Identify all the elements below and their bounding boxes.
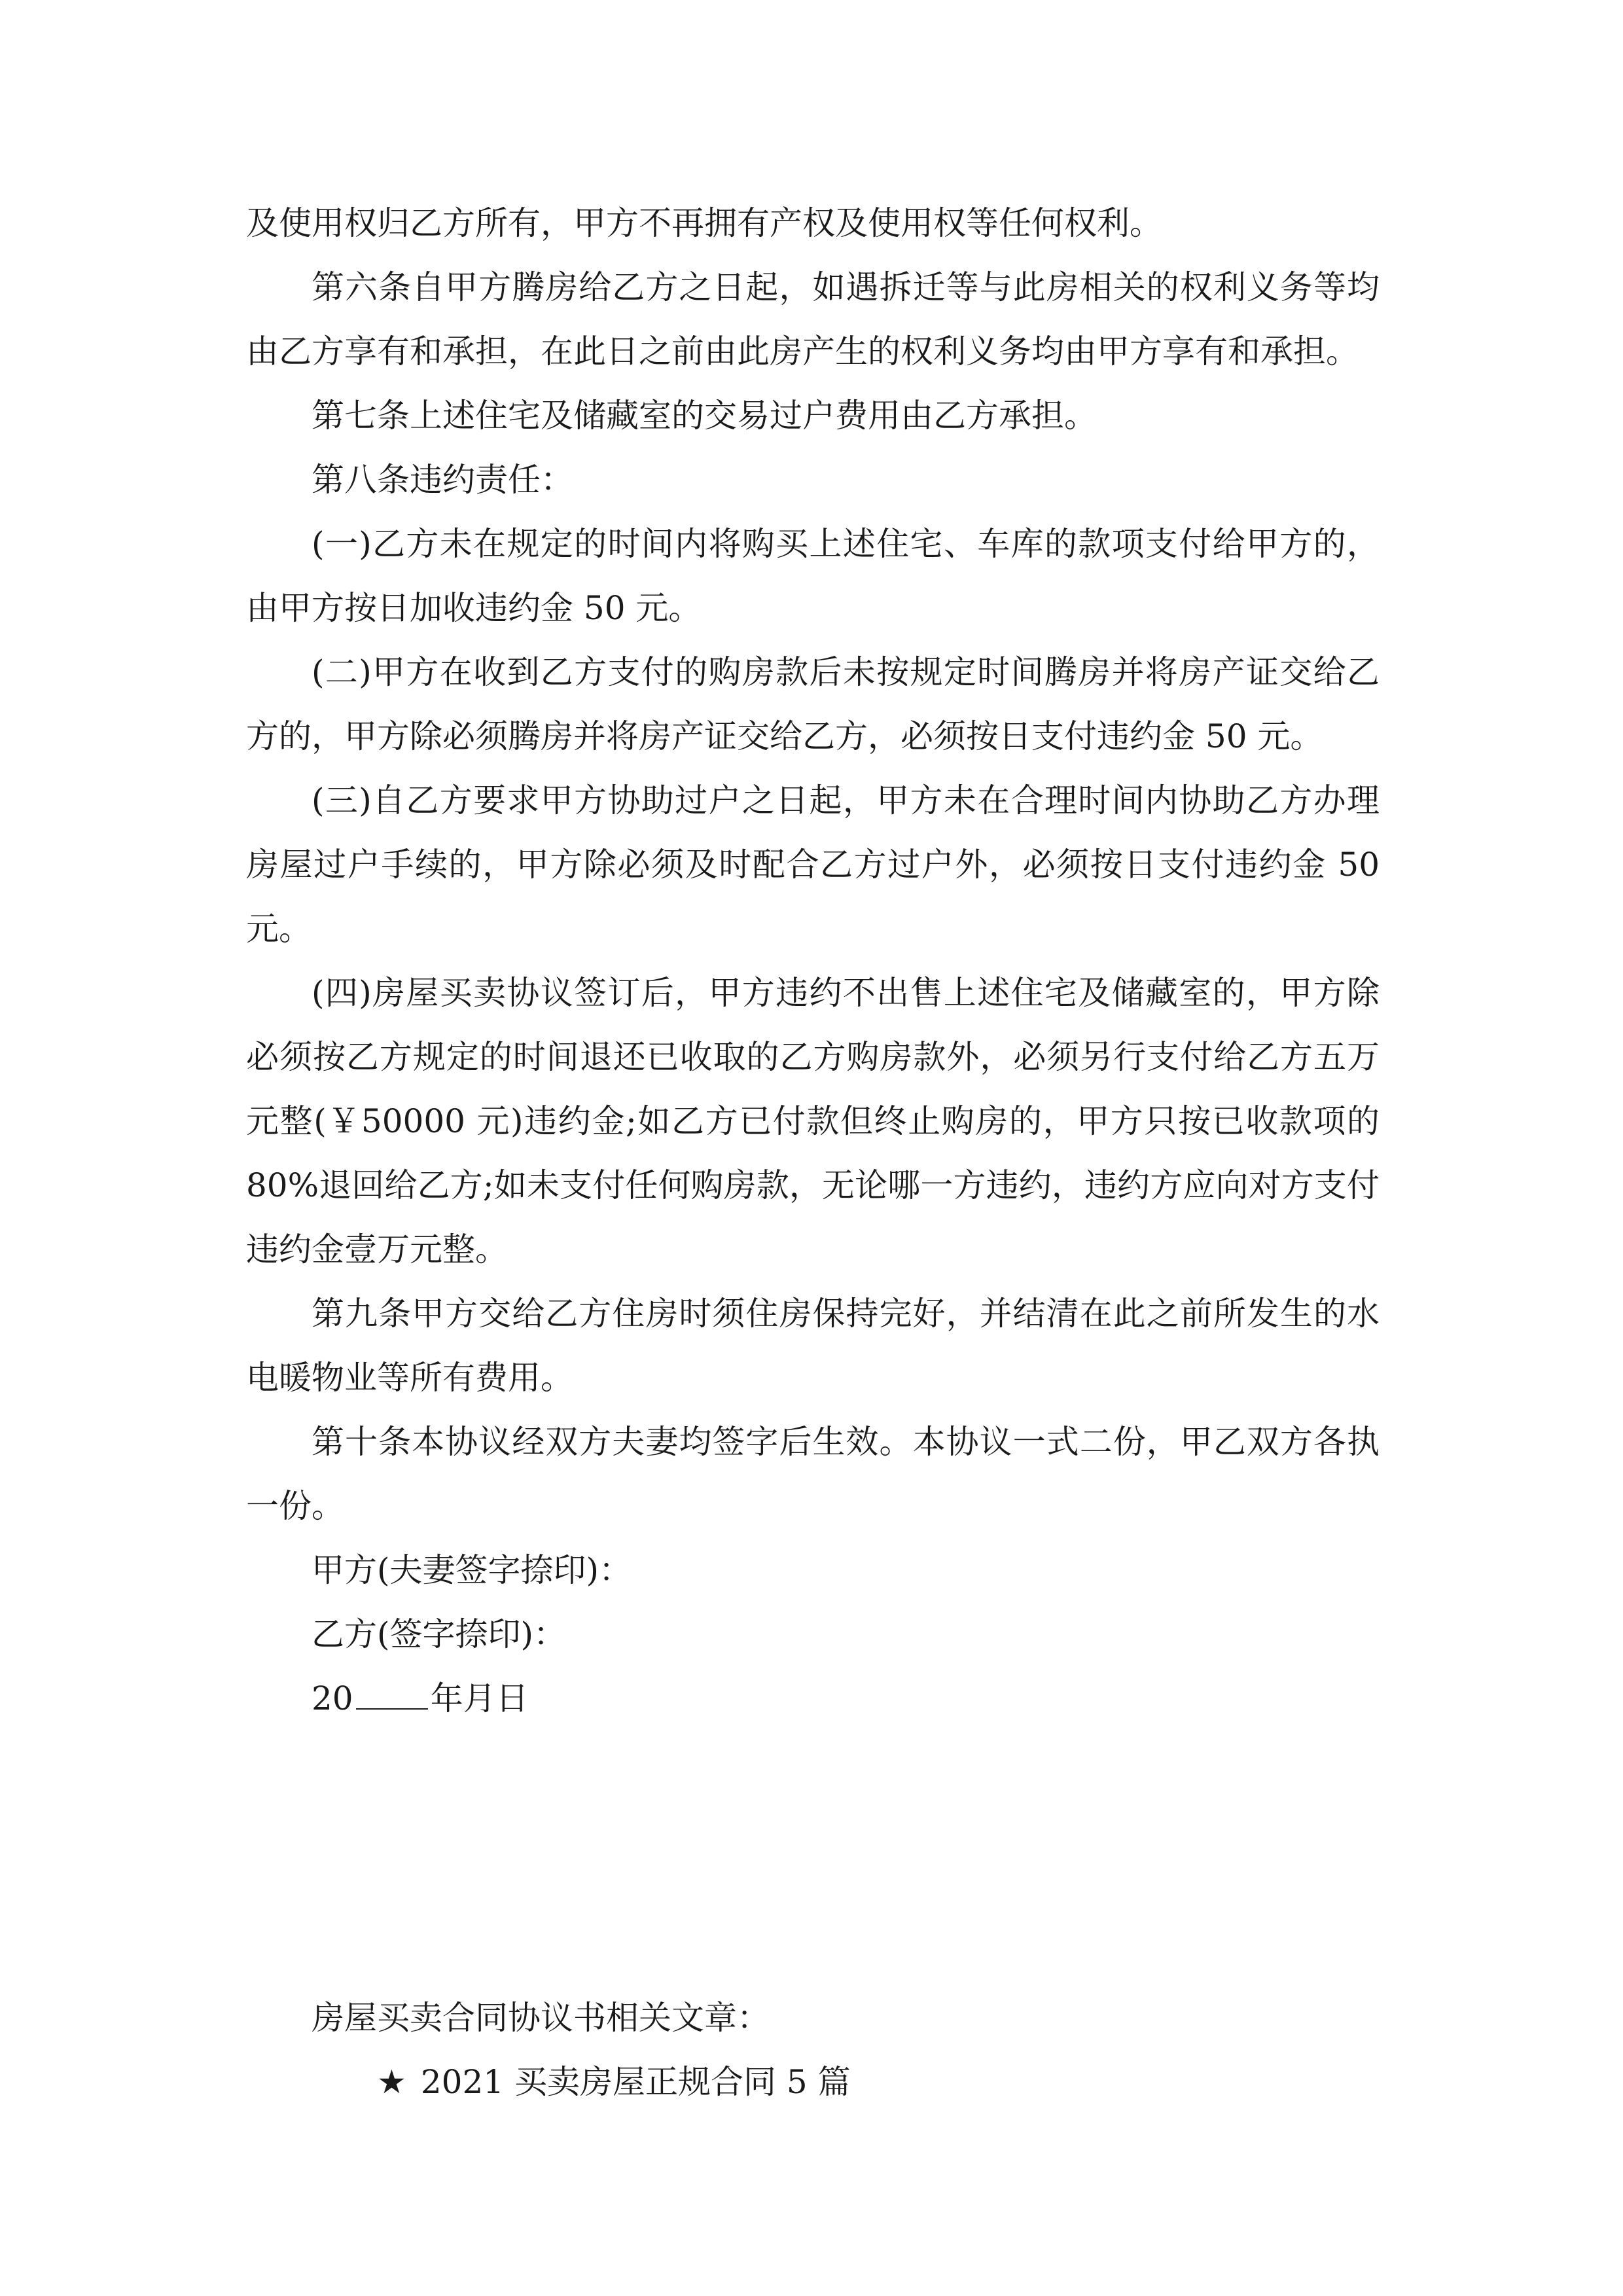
paragraph-ownership-continuation: 及使用权归乙方所有，甲方不再拥有产权及使用权等任何权利。 <box>246 204 1162 242</box>
related-article-item[interactable] <box>246 2050 1380 2114</box>
signature-party-b: 乙方(签字捺印)： <box>312 1615 567 1653</box>
star-icon: ★ <box>377 2063 406 2101</box>
date-year-blank <box>356 1682 428 1710</box>
article-9: 第九条甲方交给乙方住房时须住房保持完好，并结清在此之前所发生的水电暖物业等所有费用。 <box>246 1295 1380 1397</box>
document-body <box>246 191 1380 2114</box>
related-articles-heading: 房屋买卖合同协议书相关文章： <box>312 1999 770 2037</box>
date-prefix: 20 <box>312 1679 353 1717</box>
section-gap <box>246 1731 1380 1986</box>
article-8-clause-2: (二)甲方在收到乙方支付的购房款后未按规定时间腾房并将房产证交给乙方的，甲方除必须腾房并将房产证交给乙方，必须按日支付违约金 50 元。 <box>246 653 1380 755</box>
article-8-clause-1: (一)乙方未在规定的时间内将购买上述住宅、车库的款项支付给甲方的，由甲方按日加收违约金 50 元。 <box>246 525 1380 627</box>
date-suffix: 年月日 <box>430 1679 529 1717</box>
related-article-link[interactable]: 2021 买卖房屋正规合同 5 篇 <box>420 2063 851 2101</box>
article-8-clause-3: (三)自乙方要求甲方协助过户之日起，甲方未在合理时间内协助乙方办理房屋过户手续的，甲方除必须及时配合乙方过户外，必须按日支付违约金 50 元。 <box>246 781 1380 948</box>
article-7: 第七条上述住宅及储藏室的交易过户费用由乙方承担。 <box>312 397 1097 435</box>
article-10: 第十条本协议经双方夫妻均签字后生效。本协议一式二份，甲乙双方各执一份。 <box>246 1423 1380 1525</box>
article-8-heading: 第八条违约责任： <box>312 461 573 499</box>
signature-date <box>246 1666 1380 1731</box>
article-6: 第六条自甲方腾房给乙方之日起，如遇拆迁等与此房相关的权利义务等均由乙方享有和承担，在此日之前由此房产生的权利义务均由甲方享有和承担。 <box>246 268 1380 370</box>
article-8-clause-4: (四)房屋买卖协议签订后，甲方违约不出售上述住宅及储藏室的，甲方除必须按乙方规定的时间退还已收取的乙方购房款外，必须另行支付给乙方五万元整(￥50000 元)违约金;如乙方已付款但终止购房的，甲方只按已收款项的 80%退回给乙方;如未支付任何购房款，无论哪一方违约，违约方应向对方支付违约金壹万元整。 <box>246 974 1380 1268</box>
signature-party-a: 甲方(夫妻签字捺印)： <box>312 1551 632 1589</box>
